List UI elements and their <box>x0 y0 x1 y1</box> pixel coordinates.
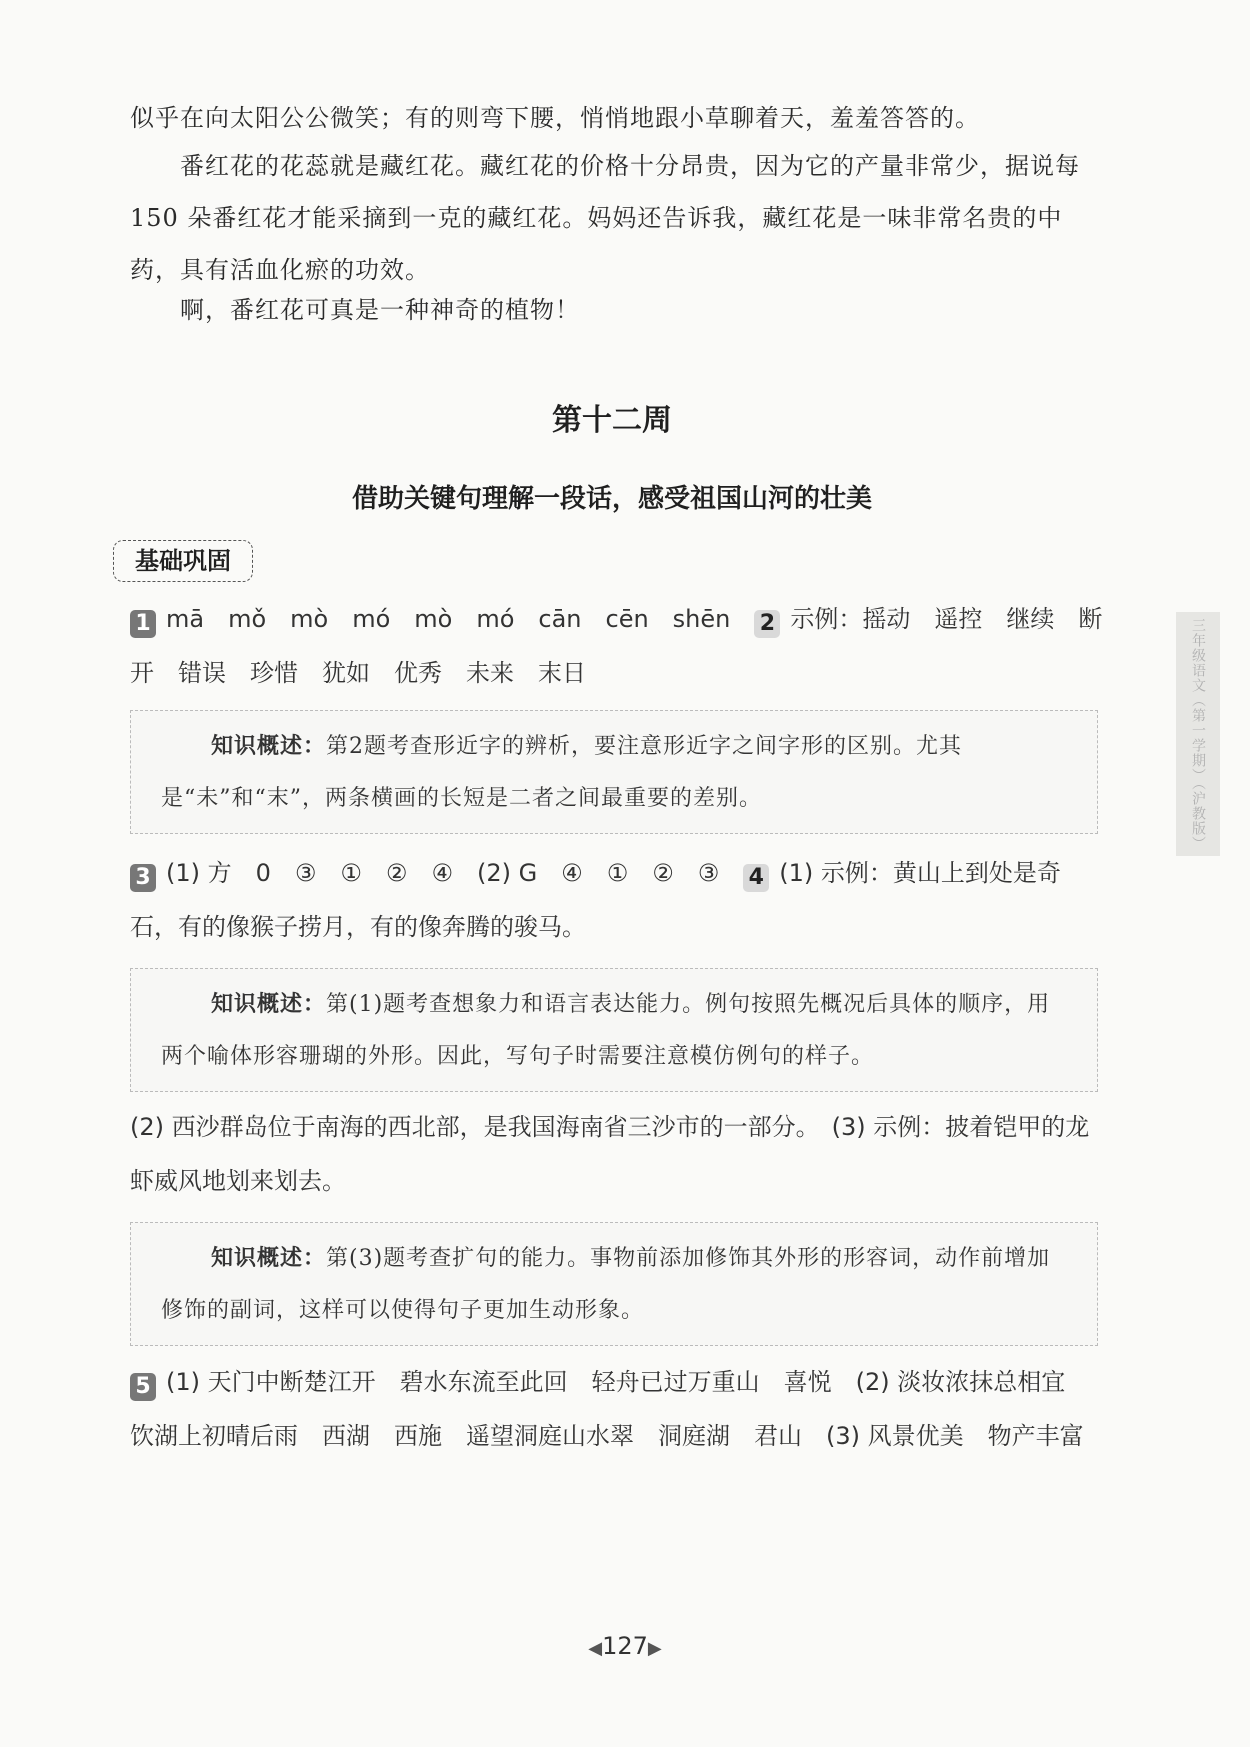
answer-q2: 示例：摇动 遥控 继续 断开 错误 珍惜 犹如 优秀 未来 末日 <box>130 605 1103 687</box>
knowledge-text-2: 第(1)题考查想象力和语言表达能力。例句按照先概况后具体的顺序，用两个喻体形容珊瑚的外形。因此，写句子时需要注意模仿例句的样子。 <box>161 992 1051 1069</box>
answer-q3: (1) 方 0 ③ ① ② ④ (2) G ④ ① ② ③ <box>166 859 720 887</box>
answer-q1: mā mǒ mò mó mò mó cān cēn shēn <box>166 605 731 633</box>
left-triangle-icon: ◀ <box>588 1638 603 1659</box>
knowledge-label: 知识概述： <box>211 1246 327 1271</box>
knowledge-box-2 <box>130 968 1098 1092</box>
knowledge-text-1: 第2题考查形近字的辨析，要注意形近字之间字形的区别。尤其是“未”和“末”，两条横画的长短是二者之间最重要的差别。 <box>161 734 963 811</box>
answer-q1-q2 <box>130 592 1105 700</box>
unit-title: 借助关键句理解一段话，感受祖国山河的壮美 <box>351 484 872 514</box>
page-number <box>0 1632 1250 1660</box>
knowledge-label: 知识概述： <box>211 992 327 1017</box>
page-number-text: 127 <box>602 1632 648 1660</box>
question-number-2: 2 <box>754 610 780 638</box>
question-number-3: 3 <box>130 864 156 892</box>
right-triangle-icon: ▶ <box>647 1638 662 1659</box>
question-number-5: 5 <box>130 1373 156 1401</box>
answer-q4: (1) 示例：黄山上到处是奇石，有的像猴子捞月，有的像奔腾的骏马。 <box>130 859 1061 941</box>
intro-paragraph-2: 番红花的花蕊就是藏红花。藏红花的价格十分昂贵，因为它的产量非常少，据说每150 朵番红花才能采摘到一克的藏红花。妈妈还告诉我，藏红花是一味非常名贵的中药，具有活血化瘀的功效。 <box>130 152 1080 284</box>
intro-line-1: 似乎在向太阳公公微笑；有的则弯下腰，悄悄地跟小草聊着天，羞羞答答的。 <box>130 104 980 132</box>
answer-q5: (1) 天门中断楚江开 碧水东流至此回 轻舟已过万重山 喜悦 (2) 淡妆浓抹总相宜 饮湖上初晴后雨 西湖 西施 遥望洞庭山水翠 洞庭湖 君山 (3) 风景优美 物产丰富 <box>130 1368 1090 1450</box>
knowledge-text-3: 第(3)题考查扩句的能力。事物前添加修饰其外形的形容词，动作前增加修饰的副词，这样可以使得句子更加生动形象。 <box>161 1246 1051 1323</box>
section-label: 基础巩固 <box>113 540 253 582</box>
answer-q3-q4 <box>130 846 1105 954</box>
knowledge-box-1 <box>130 710 1098 834</box>
knowledge-label: 知识概述： <box>211 734 327 759</box>
week-title: 第十二周 <box>552 403 672 438</box>
answer-q5-block <box>130 1355 1105 1463</box>
knowledge-box-3 <box>130 1222 1098 1346</box>
intro-paragraph-3: 啊，番红花可真是一种神奇的植物！ <box>180 296 580 324</box>
side-tab: 三年级语文（第一学期）（沪教版） <box>1176 612 1220 856</box>
answer-q4-continued: (2) 西沙群岛位于南海的西北部，是我国海南省三沙市的一部分。 (3) 示例：披着铠甲的龙虾威风地划来划去。 <box>130 1113 1090 1195</box>
question-number-4: 4 <box>743 864 769 892</box>
question-number-1: 1 <box>130 610 156 638</box>
